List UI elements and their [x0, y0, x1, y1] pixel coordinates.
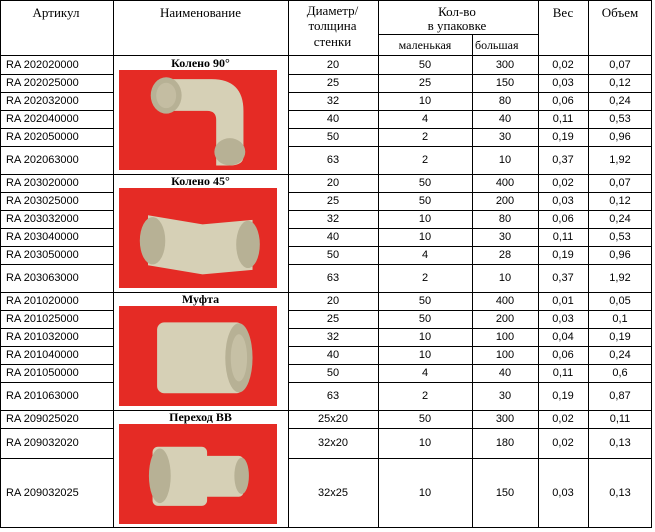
cell-article: RA 202063000	[6, 154, 79, 166]
row-divider	[288, 310, 652, 311]
cell-qty-small: 10	[418, 331, 432, 343]
cell-weight: 0,04	[552, 331, 574, 343]
cell-volume: 0,96	[609, 131, 631, 143]
elbow-90-fitting-photo	[119, 70, 277, 170]
header-divider	[0, 55, 652, 56]
cell-qty-small: 2	[421, 131, 429, 143]
cell-article: RA 202040000	[6, 113, 79, 125]
cell-qty-large: 40	[498, 367, 512, 379]
table-border-bottom	[0, 527, 652, 528]
cell-article: RA 202025000	[6, 77, 79, 89]
cell-article: RA 209032020	[6, 437, 79, 449]
row-divider	[0, 382, 113, 383]
cell-diameter: 20	[326, 177, 340, 189]
cell-diameter: 32	[326, 213, 340, 225]
cell-qty-large: 100	[495, 331, 515, 343]
cell-qty-large: 30	[498, 231, 512, 243]
cell-diameter: 32x25	[318, 487, 348, 499]
cell-weight: 0,19	[552, 249, 574, 261]
row-divider	[0, 364, 113, 365]
cell-qty-large: 40	[498, 113, 512, 125]
cell-article: RA 209032025	[6, 487, 79, 499]
cell-qty-large: 400	[495, 295, 515, 307]
header-volume: Объем	[601, 5, 639, 20]
row-divider	[288, 228, 652, 229]
cell-volume: 1,92	[609, 154, 631, 166]
row-divider	[0, 428, 113, 429]
cell-qty-large: 150	[495, 77, 515, 89]
row-divider	[288, 128, 652, 129]
cell-qty-large: 300	[495, 59, 515, 71]
cell-volume: 0,07	[609, 59, 631, 71]
cell-qty-large: 400	[495, 177, 515, 189]
cell-qty-small: 25	[418, 77, 432, 89]
cell-qty-large: 28	[498, 249, 512, 261]
row-divider	[288, 346, 652, 347]
header-weight: Вес	[552, 5, 574, 20]
row-divider	[0, 192, 113, 193]
cell-volume: 0,12	[609, 77, 631, 89]
table-border-top	[0, 0, 652, 1]
cell-weight: 0,37	[552, 154, 574, 166]
cell-qty-small: 50	[418, 313, 432, 325]
cell-article: RA 202020000	[6, 59, 79, 71]
cell-article: RA 203020000	[6, 177, 79, 189]
header-qty-2: в упаковке	[427, 18, 487, 33]
header-diameter-1: Диаметр/	[306, 3, 359, 18]
cell-diameter: 25	[326, 195, 340, 207]
group-title: Колено 90°	[171, 56, 230, 70]
cell-qty-large: 200	[495, 195, 515, 207]
row-divider	[288, 382, 652, 383]
cell-diameter: 32x20	[318, 437, 348, 449]
cell-weight: 0,03	[552, 77, 574, 89]
cell-article: RA 201050000	[6, 367, 79, 379]
cell-article: RA 202032000	[6, 95, 79, 107]
cell-qty-small: 10	[418, 349, 432, 361]
cell-qty-small: 4	[421, 113, 429, 125]
cell-volume: 0,53	[609, 231, 631, 243]
row-divider	[288, 428, 652, 429]
cell-volume: 0,1	[612, 313, 628, 325]
cell-weight: 0,03	[552, 487, 574, 499]
cell-qty-large: 150	[495, 487, 515, 499]
cell-volume: 0,6	[612, 367, 628, 379]
cell-weight: 0,19	[552, 390, 574, 402]
cell-qty-small: 4	[421, 249, 429, 261]
cell-qty-small: 10	[418, 95, 432, 107]
cell-article: RA 203032000	[6, 213, 79, 225]
row-divider	[0, 458, 113, 459]
header-diameter-3: стенки	[313, 34, 352, 49]
cell-qty-small: 2	[421, 272, 429, 284]
cell-qty-small: 10	[418, 231, 432, 243]
cell-weight: 0,03	[552, 195, 574, 207]
group-title: Муфта	[181, 292, 220, 306]
group-divider	[0, 174, 652, 175]
row-divider	[0, 264, 113, 265]
row-divider	[288, 110, 652, 111]
cell-volume: 0,24	[609, 213, 631, 225]
cell-weight: 0,19	[552, 131, 574, 143]
cell-volume: 0,05	[609, 295, 631, 307]
cell-qty-small: 50	[418, 413, 432, 425]
cell-qty-large: 180	[495, 437, 515, 449]
row-divider	[288, 458, 652, 459]
cell-article: RA 201040000	[6, 349, 79, 361]
cell-article: RA 201032000	[6, 331, 79, 343]
cell-weight: 0,06	[552, 95, 574, 107]
row-divider	[288, 74, 652, 75]
cell-article: RA 203050000	[6, 249, 79, 261]
cell-qty-large: 100	[495, 349, 515, 361]
cell-weight: 0,11	[552, 367, 574, 379]
row-divider	[288, 328, 652, 329]
cell-qty-large: 300	[495, 413, 515, 425]
elbow-45-fitting-photo	[119, 188, 277, 288]
cell-diameter: 32	[326, 331, 340, 343]
cell-qty-small: 10	[418, 437, 432, 449]
cell-qty-small: 4	[421, 367, 429, 379]
cell-qty-small: 10	[418, 213, 432, 225]
cell-diameter: 25x20	[318, 413, 348, 425]
cell-diameter: 50	[326, 249, 340, 261]
cell-article: RA 203040000	[6, 231, 79, 243]
cell-qty-large: 80	[498, 213, 512, 225]
cell-diameter: 20	[326, 59, 340, 71]
row-divider	[0, 246, 113, 247]
cell-diameter: 63	[326, 154, 340, 166]
cell-weight: 0,11	[552, 113, 574, 125]
cell-article: RA 201063000	[6, 390, 79, 402]
cell-diameter: 40	[326, 349, 340, 361]
cell-article: RA 203063000	[6, 272, 79, 284]
header-large: большая	[475, 38, 519, 52]
cell-weight: 0,06	[552, 349, 574, 361]
cell-qty-large: 10	[498, 272, 512, 284]
header-small: маленькая	[398, 38, 452, 52]
cell-diameter: 25	[326, 313, 340, 325]
header-article: Артикул	[32, 5, 80, 20]
cell-qty-large: 30	[498, 390, 512, 402]
cell-qty-small: 50	[418, 177, 432, 189]
group-title: Переход ВВ	[169, 410, 232, 424]
group-divider	[0, 410, 652, 411]
cell-volume: 0,87	[609, 390, 631, 402]
group-title: Колено 45°	[171, 174, 230, 188]
qty-subheader-divider	[378, 34, 538, 35]
cell-weight: 0,02	[552, 413, 574, 425]
cell-weight: 0,02	[552, 59, 574, 71]
row-divider	[288, 146, 652, 147]
row-divider	[288, 364, 652, 365]
row-divider	[0, 328, 113, 329]
cell-volume: 0,11	[609, 413, 631, 425]
row-divider	[0, 92, 113, 93]
cell-weight: 0,02	[552, 177, 574, 189]
column-divider	[113, 0, 114, 528]
cell-diameter: 40	[326, 231, 340, 243]
cell-weight: 0,03	[552, 313, 574, 325]
cell-diameter: 25	[326, 77, 340, 89]
group-divider	[0, 292, 652, 293]
cell-qty-large: 10	[498, 154, 512, 166]
header-qty-1: Кол-во	[438, 4, 476, 19]
cell-article: RA 203025000	[6, 195, 79, 207]
cell-article: RA 201025000	[6, 313, 79, 325]
cell-weight: 0,37	[552, 272, 574, 284]
cell-volume: 0,19	[609, 331, 631, 343]
cell-qty-large: 80	[498, 95, 512, 107]
cell-volume: 0,96	[609, 249, 631, 261]
coupling-fitting-photo	[119, 306, 277, 406]
cell-qty-small: 10	[418, 487, 432, 499]
cell-volume: 0,13	[609, 487, 631, 499]
cell-diameter: 32	[326, 95, 340, 107]
row-divider	[0, 146, 113, 147]
cell-weight: 0,06	[552, 213, 574, 225]
header-diameter-2: толщина	[308, 18, 357, 33]
cell-diameter: 63	[326, 272, 340, 284]
row-divider	[288, 192, 652, 193]
cell-diameter: 50	[326, 131, 340, 143]
cell-volume: 0,53	[609, 113, 631, 125]
cell-qty-small: 50	[418, 195, 432, 207]
cell-qty-large: 200	[495, 313, 515, 325]
row-divider	[288, 264, 652, 265]
row-divider	[288, 210, 652, 211]
cell-diameter: 20	[326, 295, 340, 307]
cell-qty-small: 50	[418, 295, 432, 307]
cell-volume: 0,24	[609, 95, 631, 107]
cell-weight: 0,01	[552, 295, 574, 307]
row-divider	[0, 346, 113, 347]
row-divider	[288, 246, 652, 247]
row-divider	[0, 210, 113, 211]
cell-weight: 0,02	[552, 437, 574, 449]
cell-qty-small: 2	[421, 390, 429, 402]
row-divider	[0, 228, 113, 229]
header-name: Наименование	[160, 5, 241, 20]
cell-article: RA 209025020	[6, 413, 79, 425]
cell-qty-small: 2	[421, 154, 429, 166]
cell-volume: 0,12	[609, 195, 631, 207]
cell-volume: 0,24	[609, 349, 631, 361]
cell-diameter: 50	[326, 367, 340, 379]
row-divider	[0, 110, 113, 111]
cell-article: RA 201020000	[6, 295, 79, 307]
cell-qty-small: 50	[418, 59, 432, 71]
row-divider	[288, 92, 652, 93]
row-divider	[0, 310, 113, 311]
row-divider	[0, 128, 113, 129]
cell-weight: 0,11	[552, 231, 574, 243]
cell-qty-large: 30	[498, 131, 512, 143]
cell-volume: 0,13	[609, 437, 631, 449]
cell-volume: 0,07	[609, 177, 631, 189]
cell-volume: 1,92	[609, 272, 631, 284]
reducer-fitting-photo	[119, 424, 277, 524]
cell-diameter: 40	[326, 113, 340, 125]
row-divider	[0, 74, 113, 75]
cell-diameter: 63	[326, 390, 340, 402]
cell-article: RA 202050000	[6, 131, 79, 143]
